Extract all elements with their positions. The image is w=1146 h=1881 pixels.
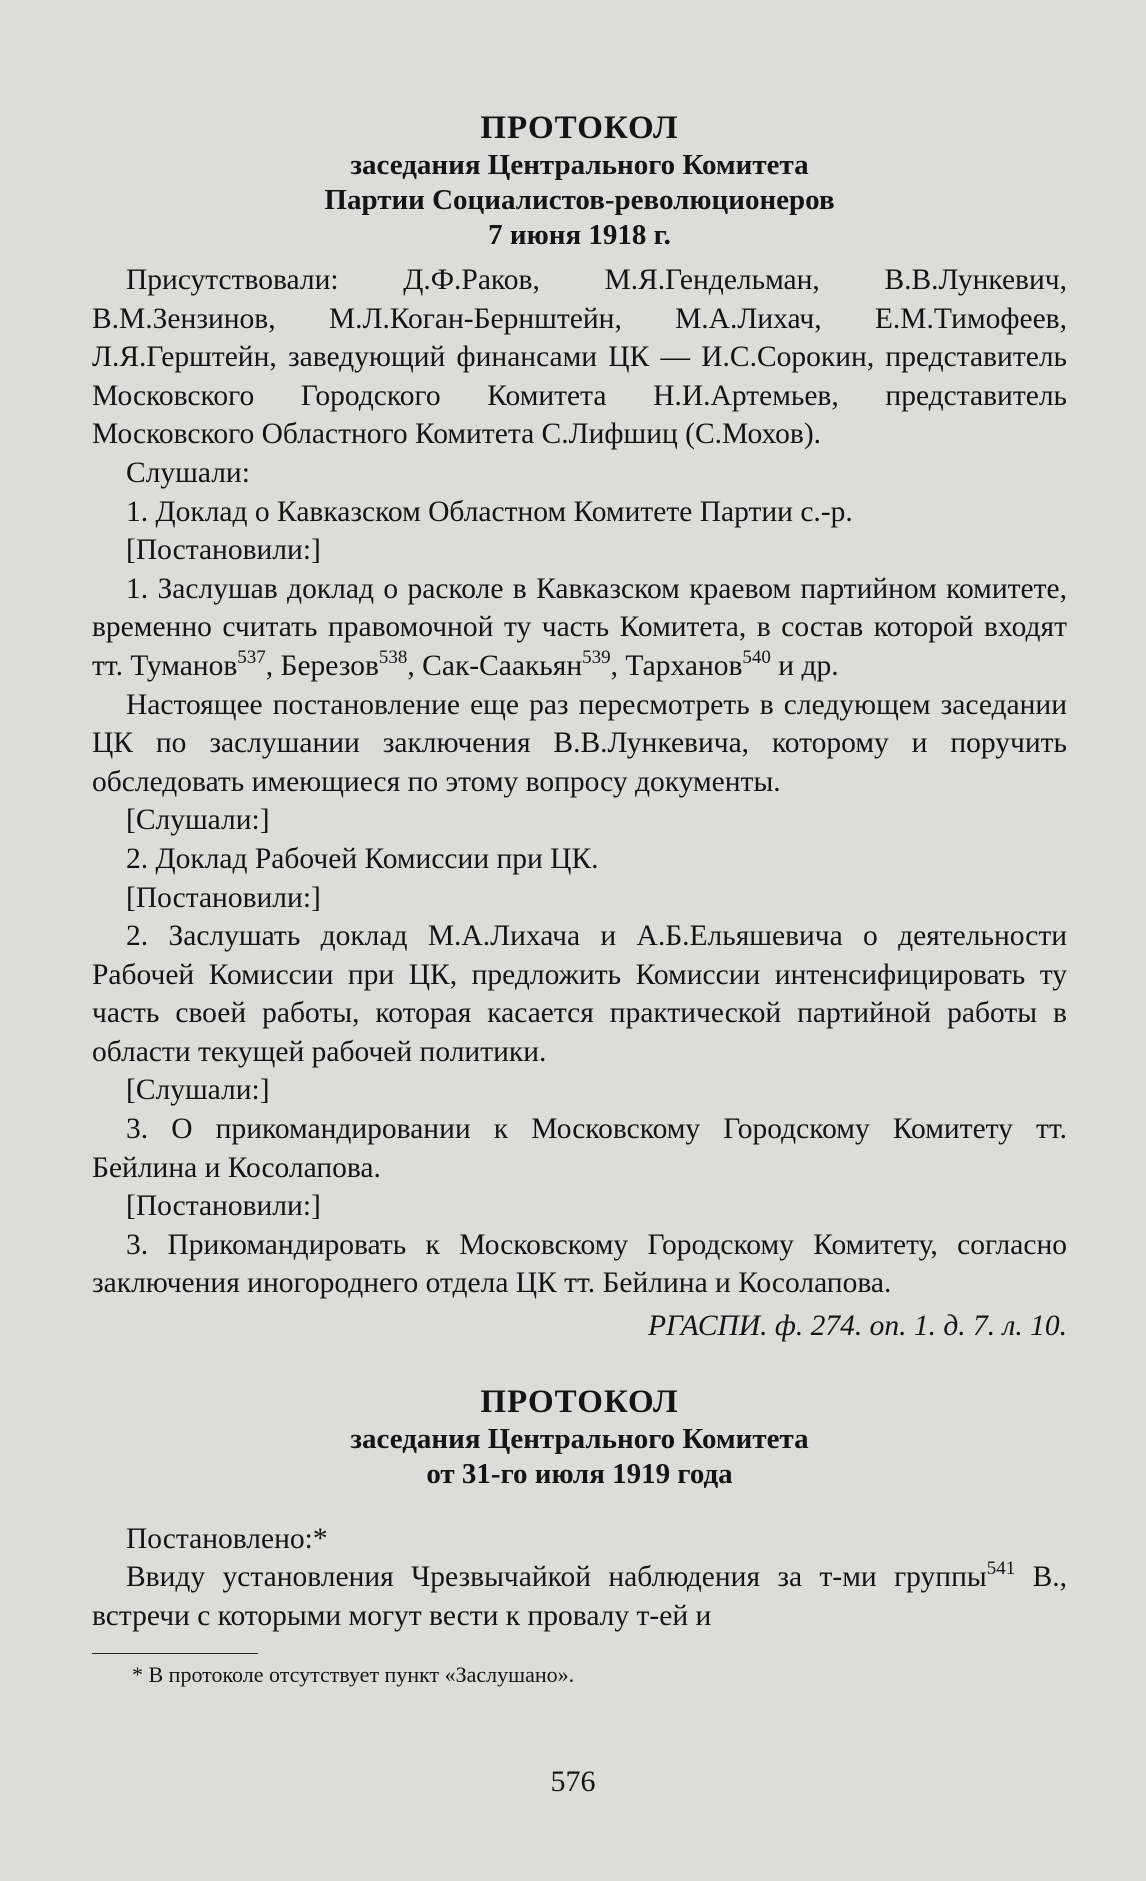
decided-label-3: [Постановили:]	[126, 1190, 321, 1223]
protocol-2-subtitle: заседания Центрального Комитета	[350, 1422, 809, 1455]
footnote-ref-538: 538	[378, 646, 408, 668]
resolution-1-text-c: , Сак-Саакьян	[407, 649, 583, 682]
decided-label-2: [Постановили:]	[126, 881, 321, 914]
heard-label-3: [Слушали:]	[126, 1074, 270, 1107]
resolution-2: 2. Заслушать доклад М.А.Лихача и А.Б.Ельяшевича о деятельности Рабочей Комиссии при ЦК, предложить Комиссии интенсифицировать ту часть своей работы, которая касается практической партийной работы в области текущей рабочей политики.	[92, 920, 1067, 1068]
agenda-item-1: 1. Доклад о Кавказском Областном Комитете Партии с.-р.	[126, 495, 853, 528]
page-number: 576	[550, 1765, 596, 1798]
protocol-1-title: ПРОТОКОЛ	[480, 110, 679, 146]
resolution-1-text-a: 1. Заслушав доклад о расколе в Кавказском краевом партийном комитете, временно считать правомочной ту часть Комитета, в состав которой входят тт. Туманов	[92, 572, 1067, 682]
attendees: Присутствовали: Д.Ф.Раков, М.Я.Гендельман, В.В.Лункевич, В.М.Зензинов, М.Л.Коган-Бернштейн, М.А.Лихач, Е.М.Тимофеев, Л.Я.Герштейн, заведующий финансами ЦК — И.С.Сорокин, представитель Московского Городского Комитета Н.И.Артемьев, представитель Московского Областного Комитета С.Лифшиц (С.Мохов).	[92, 264, 1067, 451]
footnote: * В протоколе отсутствует пункт «Заслушано».	[132, 1662, 575, 1688]
protocol-2-date: от 31-го июля 1919 года	[426, 1457, 733, 1490]
footnote-ref-537: 537	[237, 646, 266, 668]
protocol-2-title: ПРОТОКОЛ	[480, 1383, 679, 1420]
footnote-separator	[92, 1653, 258, 1654]
heard-label-1: Слушали:	[126, 456, 250, 489]
footnote-ref-541: 541	[986, 1558, 1016, 1580]
page-content	[92, 108, 1067, 1690]
footnote-ref-539: 539	[582, 646, 611, 668]
protocol-1-subtitle-2: Партии Социалистов-революционеров	[324, 184, 835, 216]
resolution-1-review: Настоящее постановление еще раз пересмотреть в следующем заседании ЦК по заслушании заключения В.В.Лункевича, которому и поручить обследовать имеющиеся по этому вопросу документы.	[92, 688, 1067, 798]
protocol-1-date: 7 июня 1918 г.	[488, 219, 671, 251]
resolution-1-text-b: , Березов	[265, 649, 379, 682]
resolution-3: 3. Прикомандировать к Московскому Городскому Комитету, согласно заключения иногороднего отдела ЦК тт. Бейлина и Косолапова.	[92, 1228, 1067, 1300]
agenda-item-2: 2. Доклад Рабочей Комиссии при ЦК.	[126, 842, 599, 875]
resolution-1-text-e: и др.	[770, 649, 839, 682]
heard-label-2: [Слушали:]	[126, 804, 270, 837]
agenda-item-3: 3. О прикомандировании к Московскому Городскому Комитету тт. Бейлина и Косолапова.	[92, 1113, 1067, 1184]
resolution-1	[92, 570, 1067, 686]
footnote-ref-540: 540	[742, 646, 771, 668]
protocol-2-text-b: В., встречи с которыми могут вести к провалу т-ей и	[92, 1561, 1067, 1632]
decreed-label: Постановлено:*	[126, 1522, 328, 1555]
protocol-2-text-a: Ввиду установления Чрезвычайкой наблюдения за т-ми группы	[126, 1561, 987, 1594]
decided-label-1: [Постановили:]	[126, 534, 321, 567]
protocol-2-text	[92, 1558, 1067, 1635]
protocol-1-subtitle-1: заседания Центрального Комитета	[350, 149, 809, 181]
archive-source: РГАСПИ. ф. 274. оп. 1. д. 7. л. 10.	[647, 1310, 1067, 1343]
resolution-1-text-d: , Тарханов	[610, 649, 743, 682]
